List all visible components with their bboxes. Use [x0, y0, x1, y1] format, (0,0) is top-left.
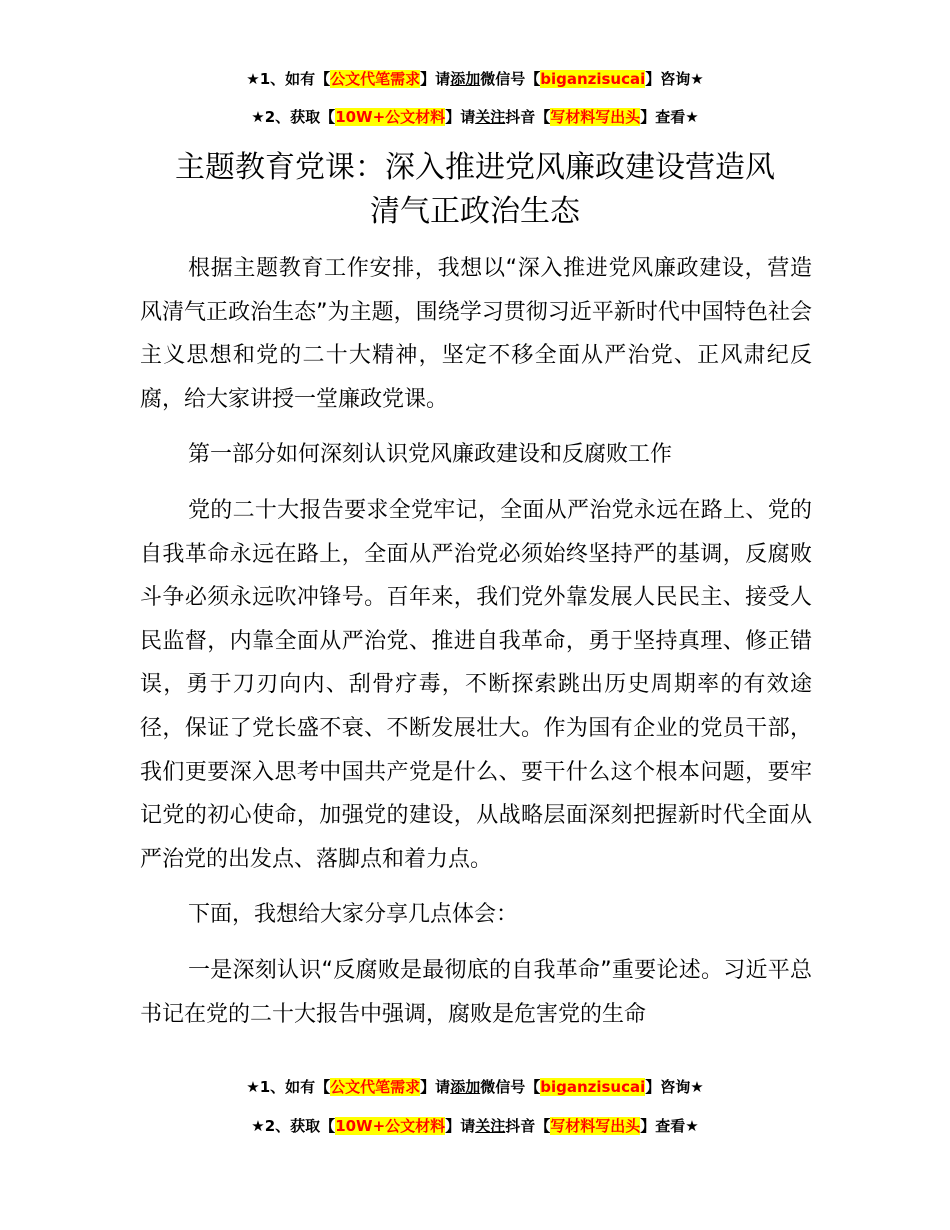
banner-text: ★2、获取【: [251, 1117, 336, 1135]
banner-text: 抖音【: [505, 108, 551, 126]
paragraph-intro: 根据主题教育工作安排，我想以“深入推进党风廉政建设，营造风清气正政治生态”为主题，围绕学习贯彻习近平新时代中国特色社会主义思想和党的二十大精神，坚定不移全面从严治党、正风肃纪反腐，给大家讲授一堂廉政党课。: [140, 256, 812, 412]
banner-highlight: biganzisucai: [540, 70, 646, 88]
banner-underlined-text: 关注: [475, 108, 506, 126]
document-body: [140, 247, 812, 1048]
section-heading: 第一部分如何深刻认识党风廉政建设和反腐败工作: [188, 442, 673, 468]
banner-text: ★1、如有【: [246, 70, 331, 88]
banner-highlight: 公文代笔需求: [330, 70, 421, 88]
paragraph-point-one: 一是深刻认识“反腐败是最彻底的自我革命”重要论述。习近平总书记在党的二十大报告中强调，腐败是危害党的生命: [140, 957, 812, 1027]
banner-highlight: 公文代笔需求: [330, 1078, 421, 1096]
banner-text: 】请: [445, 108, 476, 126]
top-banner-line-2: [0, 106, 950, 128]
banner-underlined-text: 添加: [450, 1078, 481, 1096]
banner-highlight: biganzisucai: [540, 1078, 646, 1096]
banner-text: 】查看★: [640, 1117, 699, 1135]
title-line-2: 清气正政治生态: [370, 194, 580, 229]
top-banner-line-1: [0, 68, 950, 90]
banner-text: 微信号【: [480, 1078, 541, 1096]
banner-text: ★1、如有【: [246, 1078, 331, 1096]
banner-highlight: 写材料写出头: [550, 1117, 641, 1135]
bottom-banner-line-1: [0, 1076, 950, 1098]
banner-text: 抖音【: [505, 1117, 551, 1135]
document-title: [0, 146, 950, 234]
banner-highlight: 10W+公文材料: [335, 1117, 446, 1135]
banner-text: 】请: [420, 1078, 451, 1096]
banner-text: 】请: [445, 1117, 476, 1135]
banner-text: ★2、获取【: [251, 108, 336, 126]
banner-text: 】请: [420, 70, 451, 88]
banner-text: 】咨询★: [645, 1078, 704, 1096]
banner-text: 】查看★: [640, 108, 699, 126]
banner-underlined-text: 关注: [475, 1117, 506, 1135]
paragraph-transition: 下面，我想给大家分享几点体会：: [188, 902, 519, 928]
banner-underlined-text: 添加: [450, 70, 481, 88]
banner-text: 微信号【: [480, 70, 541, 88]
title-line-1: 主题教育党课：深入推进党风廉政建设营造风: [175, 150, 775, 185]
banner-highlight: 写材料写出头: [550, 108, 641, 126]
paragraph-report: 党的二十大报告要求全党牢记，全面从严治党永远在路上、党的自我革命永远在路上，全面从严治党必须始终坚持严的基调，反腐败斗争必须永远吹冲锋号。百年来，我们党外靠发展人民民主、接受人民监督，内靠全面从严治党、推进自我革命，勇于坚持真理、修正错误，勇于刀刃向内、刮骨疗毒，不断探索跳出历史周期率的有效途径，保证了党长盛不衰、不断发展壮大。作为国有企业的党员干部，我们更要深入思考中国共产党是什么、要干什么这个根本问题，要牢记党的初心使命，加强党的建设，从战略层面深刻把握新时代全面从严治党的出发点、落脚点和着力点。: [140, 497, 812, 872]
banner-text: 】咨询★: [645, 70, 704, 88]
banner-highlight: 10W+公文材料: [335, 108, 446, 126]
bottom-banner-line-2: [0, 1115, 950, 1137]
